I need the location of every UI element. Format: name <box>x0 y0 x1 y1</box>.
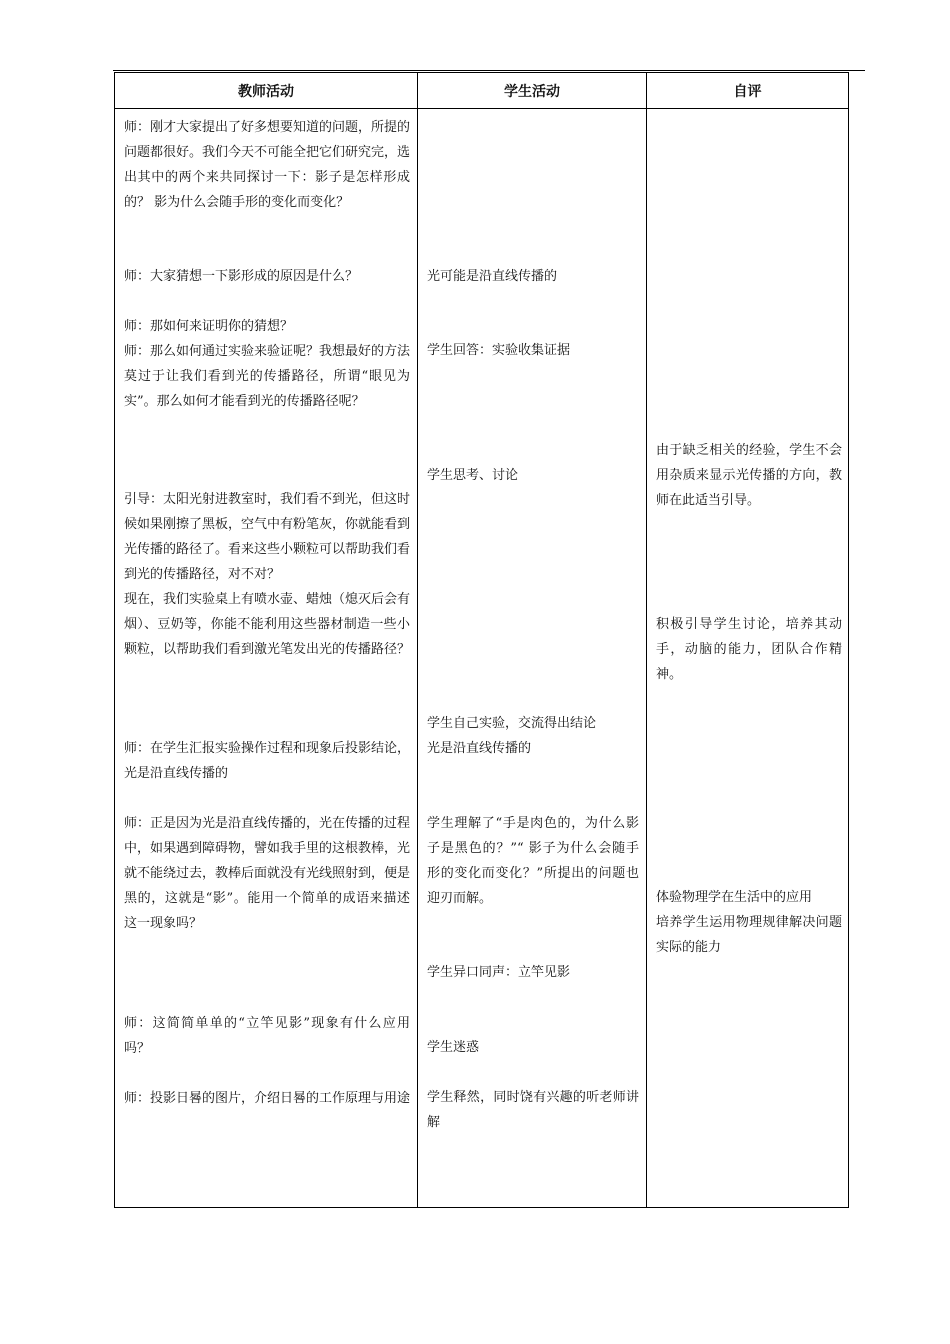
student-para: 学生异口同声：立竿见影 <box>427 965 571 980</box>
header-student-activity: 学生活动 <box>418 73 647 109</box>
teacher-para: 师：刚才大家提出了好多想要知道的问题，所提的问题都很好。我们今天不可能全把它们研究完，选出其中的两个来共同探讨一下：影子是怎样形成的？ 影为什么会随手形的变化而变化？ <box>124 120 411 210</box>
header-row <box>115 73 849 109</box>
teacher-para: 师：那么如何通过实验来验证呢？我想最好的方法莫过于让我们看到光的传播路径，所谓“眼见为实”。那么如何才能看到光的传播路径呢？ <box>124 344 411 409</box>
teacher-para: 师：正是因为光是沿直线传播的，光在传播的过程中，如果遇到障碍物，譬如我手里的这根教棒，光就不能绕过去，教棒后面就没有光线照射到，便是黑的，这就是“影”。能用一个简单的成语来描述这一现象吗？ <box>124 816 411 931</box>
content-row <box>115 109 849 1208</box>
student-para: 学生理解了“手是肉色的，为什么影子是黑色的？”“ 影子为什么会随手形的变化而变化？”所提出的问题也迎刃而解。 <box>427 816 639 906</box>
top-rule <box>113 70 865 71</box>
eval-para: 体验物理学在生活中的应用 <box>656 890 813 905</box>
teacher-para: 师：这简简单单的“立竿见影”现象有什么应用吗？ <box>124 1016 410 1056</box>
eval-para: 培养学生运用物理规律解决问题实际的能力 <box>656 915 842 955</box>
header-self-evaluation: 自评 <box>647 73 849 109</box>
student-para: 学生释然，同时饶有兴趣的听老师讲解 <box>427 1090 639 1130</box>
teacher-para: 师：那如何来证明你的猜想？ <box>124 319 294 334</box>
teacher-column <box>115 109 418 1208</box>
student-para: 学生迷惑 <box>427 1040 480 1055</box>
student-para: 光可能是沿直线传播的 <box>427 269 558 284</box>
self-evaluation-column <box>647 109 849 1208</box>
teacher-para: 现在，我们实验桌上有喷水壶、蜡烛（熄灭后会有烟）、豆奶等，你能不能利用这些器材制造一些小颗粒，以帮助我们看到激光笔发出光的传播路径？ <box>124 592 411 657</box>
header-teacher-activity: 教师活动 <box>115 73 418 109</box>
student-para: 光是沿直线传播的 <box>427 741 532 756</box>
student-para: 学生思考、讨论 <box>427 468 519 483</box>
teacher-para: 师：投影日晷的图片，介绍日晷的工作原理与用途 <box>124 1091 411 1106</box>
lesson-table <box>114 72 849 1208</box>
teacher-para: 师：在学生汇报实验操作过程和现象后投影结论，光是沿直线传播的 <box>124 741 411 781</box>
student-column <box>418 109 647 1208</box>
teacher-para: 师：大家猜想一下影形成的原因是什么？ <box>124 269 359 284</box>
eval-para: 由于缺乏相关的经验，学生不会用杂质来显示光传播的方向，教师在此适当引导。 <box>656 443 842 508</box>
eval-para: 积极引导学生讨论，培养其动手，动脑的能力，团队合作精神。 <box>656 617 842 682</box>
teacher-para: 引导：太阳光射进教室时，我们看不到光，但这时候如果刚擦了黑板，空气中有粉笔灰，你就能看到光传播的路径了。看来这些小颗粒可以帮助我们看到光的传播路径，对不对？ <box>124 492 411 582</box>
student-para: 学生自己实验，交流得出结论 <box>427 716 597 731</box>
student-para: 学生回答：实验收集证据 <box>427 343 571 358</box>
